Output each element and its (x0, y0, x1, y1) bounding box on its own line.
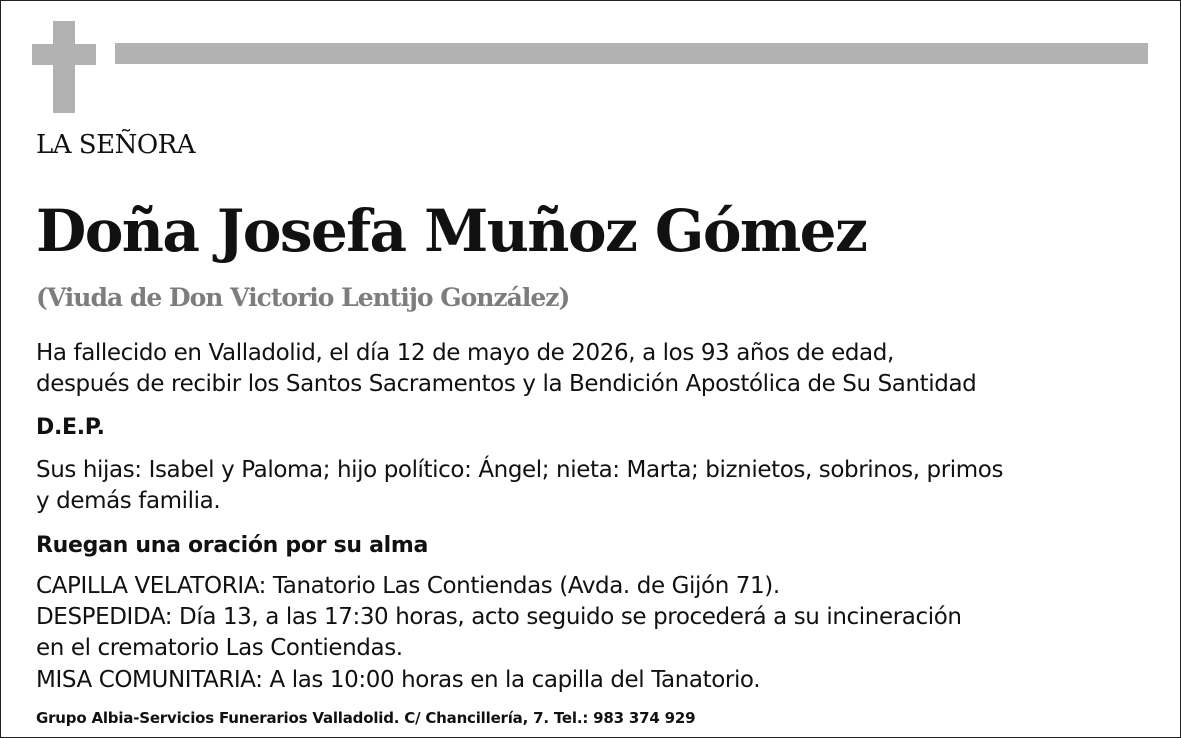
death-line: Ha fallecido en Valladolid, el día 12 de mayo de 2026, a los 93 años de edad, (36, 340, 894, 366)
honorific: LA SEÑORA (36, 130, 196, 160)
family-line: Sus hijas: Isabel y Paloma; hijo político: Ángel; nieta: Marta; biznietos, sobrinos, primos (36, 457, 1004, 483)
family-line: y demás familia. (36, 488, 221, 514)
funeral-home-footer: Grupo Albia-Servicios Funerarios Valladolid. C/ Chancillería, 7. Tel.: 983 374 929 (36, 709, 696, 727)
cross-icon (32, 21, 96, 113)
service-line: CAPILLA VELATORIA: Tanatorio Las Contiendas (Avda. de Gijón 71). (36, 573, 780, 599)
service-line: DESPEDIDA: Día 13, a las 17:30 horas, acto seguido se procederá a su incineración (36, 604, 962, 630)
header-divider (115, 43, 1148, 64)
service-line: MISA COMUNITARIA: A las 10:00 horas en la capilla del Tanatorio. (36, 667, 761, 693)
death-line: después de recibir los Santos Sacramentos y la Bendición Apostólica de Su Santidad (36, 371, 977, 397)
deceased-name: Doña Josefa Muñoz Gómez (36, 197, 867, 265)
prayer-request: Ruegan una oración por su alma (36, 533, 429, 558)
service-line: en el crematorio Las Contiendas. (36, 635, 403, 661)
widow-of: (Viuda de Don Victorio Lentijo González) (36, 283, 570, 312)
rip-label: D.E.P. (36, 415, 105, 440)
